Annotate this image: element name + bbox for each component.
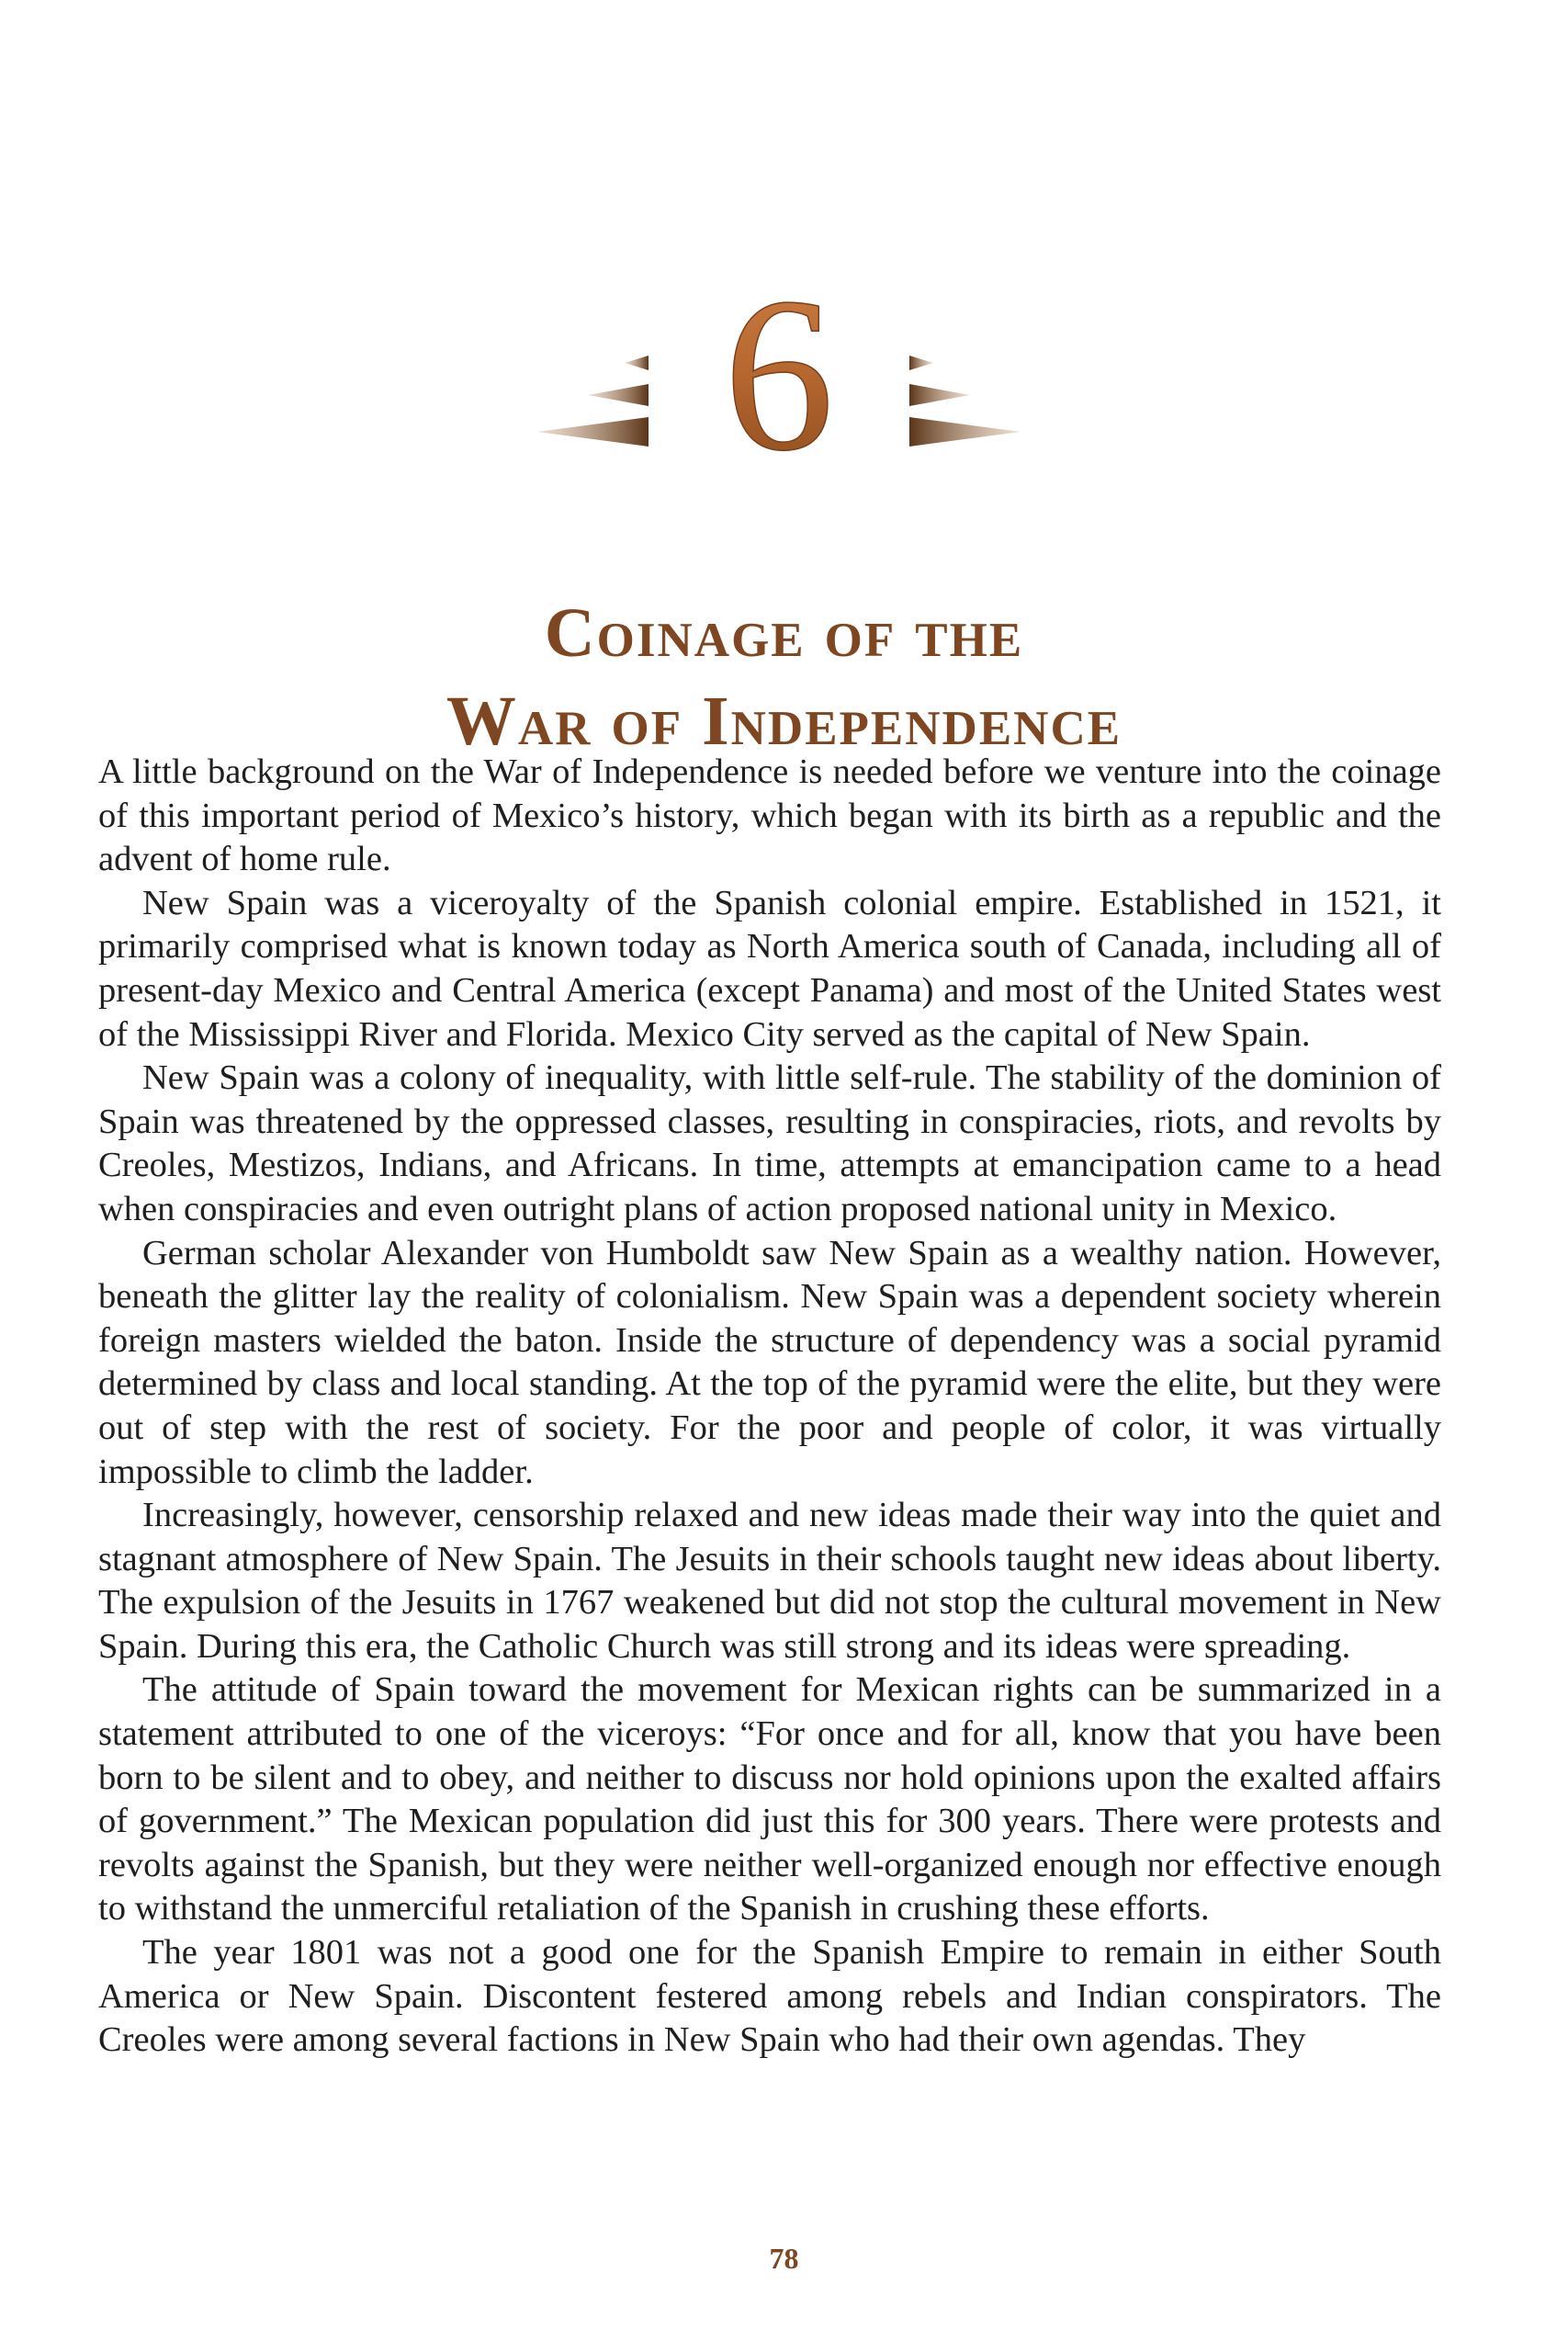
paragraph: Increasingly, however, censorship relaxed and new ideas made their way into the quiet and stagnant atmosphere of New Spain. The Jesuits in their schools taught new ideas about liberty. The expulsion of the Jesuits in 1767 weakened but did not stop the cultural movement in New Spain. During this era, the Catholic Church was still strong and its ideas were spreading. (98, 1496, 1441, 1666)
chapter-number-graphic (0, 266, 1568, 478)
paragraph: The year 1801 was not a good one for the Spanish Empire to remain in either South America or New Spain. Discontent festered among rebels and Indian conspirators. The Creoles were among several factions in New Spain who had their own agendas. They (98, 1933, 1441, 2060)
page-number: 78 (769, 2242, 799, 2275)
chapter-title-line-1: Coinage of the (544, 594, 1024, 672)
chapter-number: 6 (724, 266, 834, 478)
chapter-ornament (0, 266, 1568, 478)
paragraph: A little background on the War of Independence is needed before we venture into the coinage of this important period of Mexico’s history, which began with its birth as a republic and the advent of home rule. (98, 752, 1441, 879)
paragraph: New Spain was a viceroyalty of the Spanish colonial empire. Established in 1521, it primarily comprised what is known today as North America south of Canada, including all of present-day Mexico and Central America (except Panama) and most of the United States west of the Mississippi River and Florida. Mexico City served as the capital of New Spain. (98, 883, 1441, 1054)
paragraph: New Spain was a colony of inequality, with little self-rule. The stability of the dominion of Spain was threatened by the oppressed classes, resulting in conspiracies, riots, and revolts by Creoles, Mestizos, Indians, and Africans. In time, attempts at emancipation came to a head when conspiracies and even outright plans of action proposed national unity in Mexico. (98, 1058, 1441, 1228)
body-text (98, 751, 1441, 2063)
paragraph: The attitude of Spain toward the movement for Mexican rights can be summarized in a statement attributed to one of the viceroys: “For once and for all, know that you have been born to be silent and to obey, and neither to discuss nor hold opinions upon the exalted affairs of government.” The Mexican population did just this for 300 years. There were protests and revolts against the Spanish, but they were neither well-organized enough nor effective enough to withstand the unmerciful retaliation of the Spanish in crushing these efforts. (98, 1670, 1441, 1928)
paragraph: German scholar Alexander von Humboldt saw New Spain as a wealthy nation. However, beneath the glitter lay the reality of colonialism. New Spain was a dependent society wherein foreign masters wielded the baton. Inside the structure of dependency was a social pyramid determined by class and local standing. At the top of the pyramid were the elite, but they were out of step with the rest of society. For the poor and people of color, it was virtually impossible to climb the ladder. (98, 1233, 1441, 1491)
right-ornament-icon (909, 356, 1021, 447)
left-ornament-icon (537, 356, 649, 447)
chapter-title-line-2: War of Independence (446, 682, 1122, 760)
chapter-title (0, 589, 1568, 765)
